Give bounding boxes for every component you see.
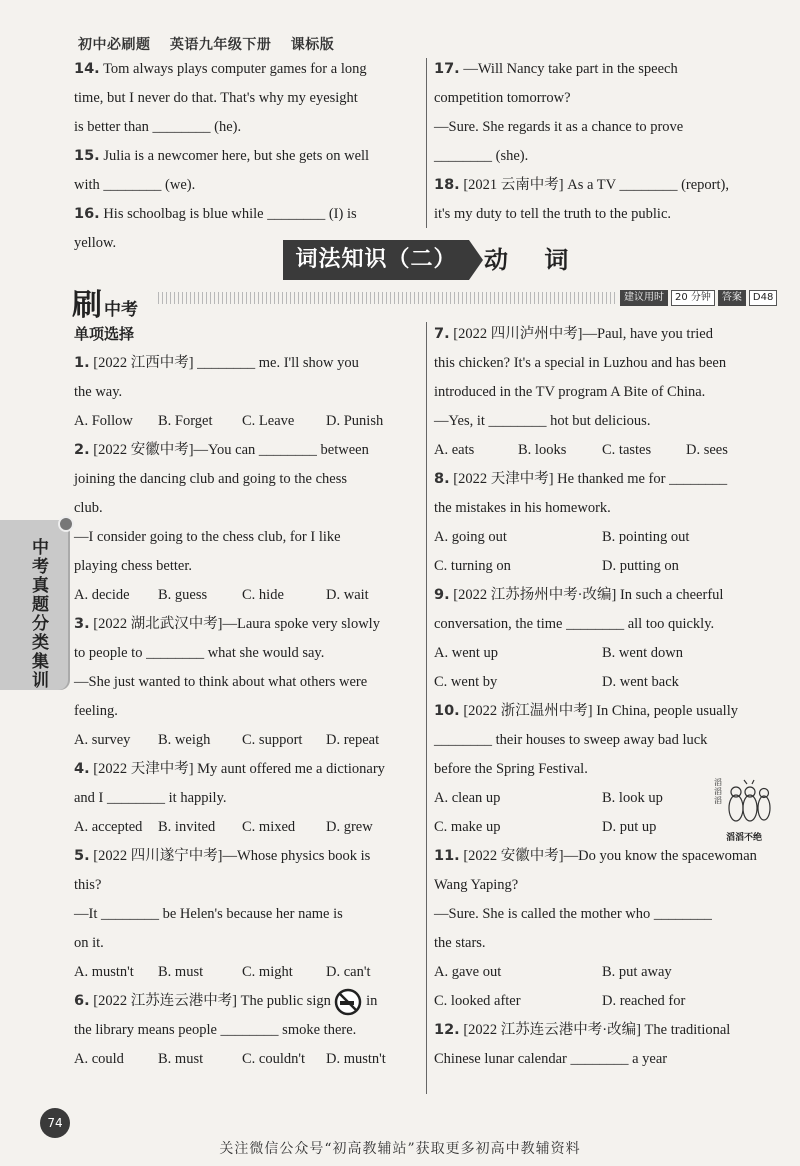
question-item [434,581,770,697]
option-item: C. Leave [242,413,295,429]
option-item: B. must [158,1051,204,1067]
option-item: C. hide [242,587,284,603]
question-number: 2. [74,442,90,458]
option-item: A. survey [74,732,131,748]
option-item: B. invited [158,819,216,835]
option-item: C. might [242,964,293,980]
option-item: B. look up [602,790,663,806]
option-item: D. put up [602,819,657,835]
question-number: 17. [434,61,460,77]
option-item: D. wait [326,587,369,603]
option-row [434,523,770,581]
question-line [434,494,770,523]
option-item: D. sees [686,442,728,458]
question-line [74,929,410,958]
option-item: B. guess [158,587,208,603]
question-text: [2021 云南中考] As a TV ________ (report), [463,177,729,193]
option-item: C. tastes [602,442,652,458]
option-item: A. decide [74,587,130,603]
option-item: A. Follow [74,413,133,429]
question-line [74,465,410,494]
question-text: —She just wanted to think about what others were [74,674,368,690]
question-text: the library means people ________ smoke there. [74,1022,357,1038]
question-number: 16. [74,206,100,222]
question-line [434,113,770,142]
header-subject: 英语九年级下册 [169,37,272,53]
brush-small: 中考 [104,300,138,320]
option-item: C. couldn't [242,1051,306,1067]
cartoon-caption: 滔滔不绝 [725,833,762,843]
question-text: time, but I never do that. That's why my eyesight [74,90,358,106]
question-text: it's my duty to tell the truth to the public. [434,206,672,222]
question-item [434,465,770,581]
question-line [434,1016,770,1045]
question-text: the way. [74,384,123,400]
banner-title: 动 词 [484,246,583,274]
question-text: yellow. [74,235,117,251]
question-text: Chinese lunar calendar ________ a year [434,1051,668,1067]
question-text: joining the dancing club and going to the chess [74,471,348,487]
option-item: D. mustn't [326,1051,386,1067]
question-line [74,200,410,229]
question-line [74,349,410,378]
question-text: —I consider going to the chess club, for I like [74,529,341,545]
page-number: 74 [40,1108,70,1138]
option-item: B. weigh [158,732,211,748]
question-text: [2022 浙江温州中考] In China, people usually [463,703,738,719]
question-line [74,755,410,784]
option-item: C. mixed [242,819,296,835]
question-text: the stars. [434,935,486,951]
option-item: A. accepted [74,819,143,835]
question-text: —Sure. She regards it as a chance to prove [434,119,684,135]
question-text: Wang Yaping? [434,877,519,893]
question-number: 11. [434,848,460,864]
question-line [434,871,770,900]
question-text: [2022 四川遂宁中考]—Whose physics book is [93,848,371,864]
cartoon-illustration [714,778,774,850]
option-item: C. support [242,732,303,748]
question-number: 10. [434,703,460,719]
question-line [74,900,410,929]
question-text: [2022 江苏扬州中考·改编] In such a cheerful [453,587,724,603]
option-item: C. went by [434,674,498,690]
question-line [74,494,410,523]
question-text: [2022 四川泸州中考]—Paul, have you tried [453,326,713,342]
header-edition: 课标版 [290,37,335,53]
dotted-rule [158,292,618,304]
option-item: B. pointing out [602,529,690,545]
question-line [434,320,770,349]
option-row [74,813,410,842]
option-item: B. Forget [158,413,213,429]
question-item [74,436,410,610]
question-line [74,378,410,407]
option-item: D. Punish [326,413,384,429]
question-text: introduced in the TV program A Bite of China. [434,384,706,400]
option-row [74,958,410,987]
question-line [74,552,410,581]
question-line [74,523,410,552]
question-line [434,697,770,726]
option-item: C. looked after [434,993,521,1009]
question-item [74,755,410,842]
question-text: is better than ________ (he). [74,119,242,135]
question-text: ________ their houses to sweep away bad luck [434,732,708,748]
question-line [434,929,770,958]
option-row [434,958,770,1016]
question-line [434,142,770,171]
top-right-column [434,55,770,229]
no-smoking-icon [334,988,362,1016]
question-number: 15. [74,148,100,164]
question-number: 18. [434,177,460,193]
question-text: conversation, the time ________ all too quickly. [434,616,715,632]
question-text: [2022 天津中考] My aunt offered me a dictionary [93,761,385,777]
brush-logo [72,280,138,324]
option-item: B. went down [602,645,683,661]
option-row [74,1045,410,1074]
question-text: with ________ (we). [74,177,196,193]
option-item: B. must [158,964,204,980]
question-number: 7. [434,326,450,342]
question-item [74,610,410,755]
question-text: [2022 江苏连云港中考·改编] The traditional [463,1022,731,1038]
question-line [74,436,410,465]
question-line [434,726,770,755]
question-text: feeling. [74,703,118,719]
question-line [74,55,410,84]
question-item [74,987,410,1074]
option-item: A. mustn't [74,964,134,980]
question-line [434,407,770,436]
question-text: club. [74,500,103,516]
side-tab [0,520,68,690]
question-line [74,784,410,813]
top-left-column [74,55,410,258]
option-item: A. went up [434,645,499,661]
option-item: A. eats [434,442,475,458]
question-line [74,639,410,668]
question-line [434,900,770,929]
question-text: —Sure. She is called the mother who ________ [434,906,712,922]
header-book: 初中必刷题 [78,37,151,53]
question-item [74,142,410,200]
question-text: the mistakes in his homework. [434,500,611,516]
question-line [434,1045,770,1074]
question-line [74,171,410,200]
question-number: 9. [434,587,450,603]
tip-time: 20 分钟 [671,290,715,306]
question-number: 12. [434,1022,460,1038]
answer-label: 答案 [718,290,746,306]
question-line [74,610,410,639]
question-text: [2022 江苏连云港中考] The public sign [93,993,331,1009]
side-tab-dot [58,516,74,532]
question-text: ________ (she). [434,148,529,164]
question-number: 6. [74,993,90,1009]
question-item [434,1016,770,1074]
option-item: D. repeat [326,732,380,748]
option-item: D. putting on [602,558,679,574]
question-text: —Will Nancy take part in the speech [463,61,678,77]
main-column-divider [426,322,427,1094]
question-text: before the Spring Festival. [434,761,588,777]
question-item [434,55,770,171]
tip-label: 建议用时 [620,290,668,306]
question-item [74,55,410,142]
question-line [74,871,410,900]
option-item: A. gave out [434,964,502,980]
question-text: on it. [74,935,104,951]
section-label: 单项选择 [74,325,135,343]
question-text: [2022 江西中考] ________ me. I'll show you [93,355,359,371]
question-line [434,200,770,229]
question-text: Julia is a newcomer here, but she gets on well [103,148,370,164]
option-item: A. clean up [434,790,501,806]
question-line [434,581,770,610]
option-item: C. make up [434,819,501,835]
answer-page: D48 [749,290,777,306]
question-text: His schoolbag is blue while ________ (I) is [103,206,357,222]
question-text: and I ________ it happily. [74,790,227,806]
question-line [434,171,770,200]
question-item [74,842,410,987]
option-item: D. can't [326,964,371,980]
question-text: —It ________ be Helen's because her name is [74,906,343,922]
option-item: A. going out [434,529,507,545]
question-text: this? [74,877,102,893]
question-line [434,610,770,639]
question-line [434,465,770,494]
banner-arrow [469,240,483,280]
question-text: this chicken? It's a special in Luzhou and has been [434,355,727,371]
option-row [74,407,410,436]
question-item [434,171,770,229]
side-tab-text: 中考真题分类集训 [28,538,48,690]
question-item [74,349,410,436]
question-line [74,668,410,697]
question-line [434,378,770,407]
question-number: 5. [74,848,90,864]
question-text: —Yes, it ________ hot but delicious. [434,413,651,429]
question-number: 3. [74,616,90,632]
cartoon-speech: 滔滔滔 [714,778,722,805]
question-text: competition tomorrow? [434,90,571,106]
question-number: 14. [74,61,100,77]
brush-big: 刷 [72,288,102,323]
question-text: [2022 天津中考] He thanked me for ________ [453,471,728,487]
time-tip [620,290,777,306]
question-number: 4. [74,761,90,777]
question-text: [2022 湖北武汉中考]—Laura spoke very slowly [93,616,380,632]
question-text: to people to ________ what she would say. [74,645,325,661]
option-row [434,436,770,465]
option-item: B. looks [518,442,567,458]
question-line [74,84,410,113]
question-number: 1. [74,355,90,371]
question-line [74,842,410,871]
option-row [74,726,410,755]
question-text: playing chess better. [74,558,192,574]
option-item: A. could [74,1051,124,1067]
question-line [434,84,770,113]
question-line [434,55,770,84]
option-item: C. turning on [434,558,511,574]
question-text: Tom always plays computer games for a long [103,61,367,77]
question-line [74,1016,410,1045]
option-item: D. reached for [602,993,686,1009]
footer-note: 关注微信公众号“初高教辅站”获取更多初高中教辅资料 [219,1141,581,1157]
option-row [74,581,410,610]
option-item: B. put away [602,964,672,980]
left-question-list [74,349,410,1074]
top-column-divider [426,58,427,228]
question-line [74,142,410,171]
question-line [74,113,410,142]
question-text: [2022 安徽中考]—Do you know the spacewoman [463,848,757,864]
question-item [434,320,770,465]
question-item [434,842,770,1016]
question-line [74,987,410,1016]
question-number: 8. [434,471,450,487]
question-line [434,349,770,378]
running-header [78,34,348,54]
option-row [434,639,770,697]
option-item: D. went back [602,674,679,690]
question-line [74,697,410,726]
option-item: D. grew [326,819,373,835]
section-banner: 词法知识（二） [283,240,469,280]
question-text-after-sign: in [366,993,378,1009]
main-right-column [434,320,770,1074]
main-left-column [74,320,410,1074]
question-text: [2022 安徽中考]—You can ________ between [93,442,369,458]
